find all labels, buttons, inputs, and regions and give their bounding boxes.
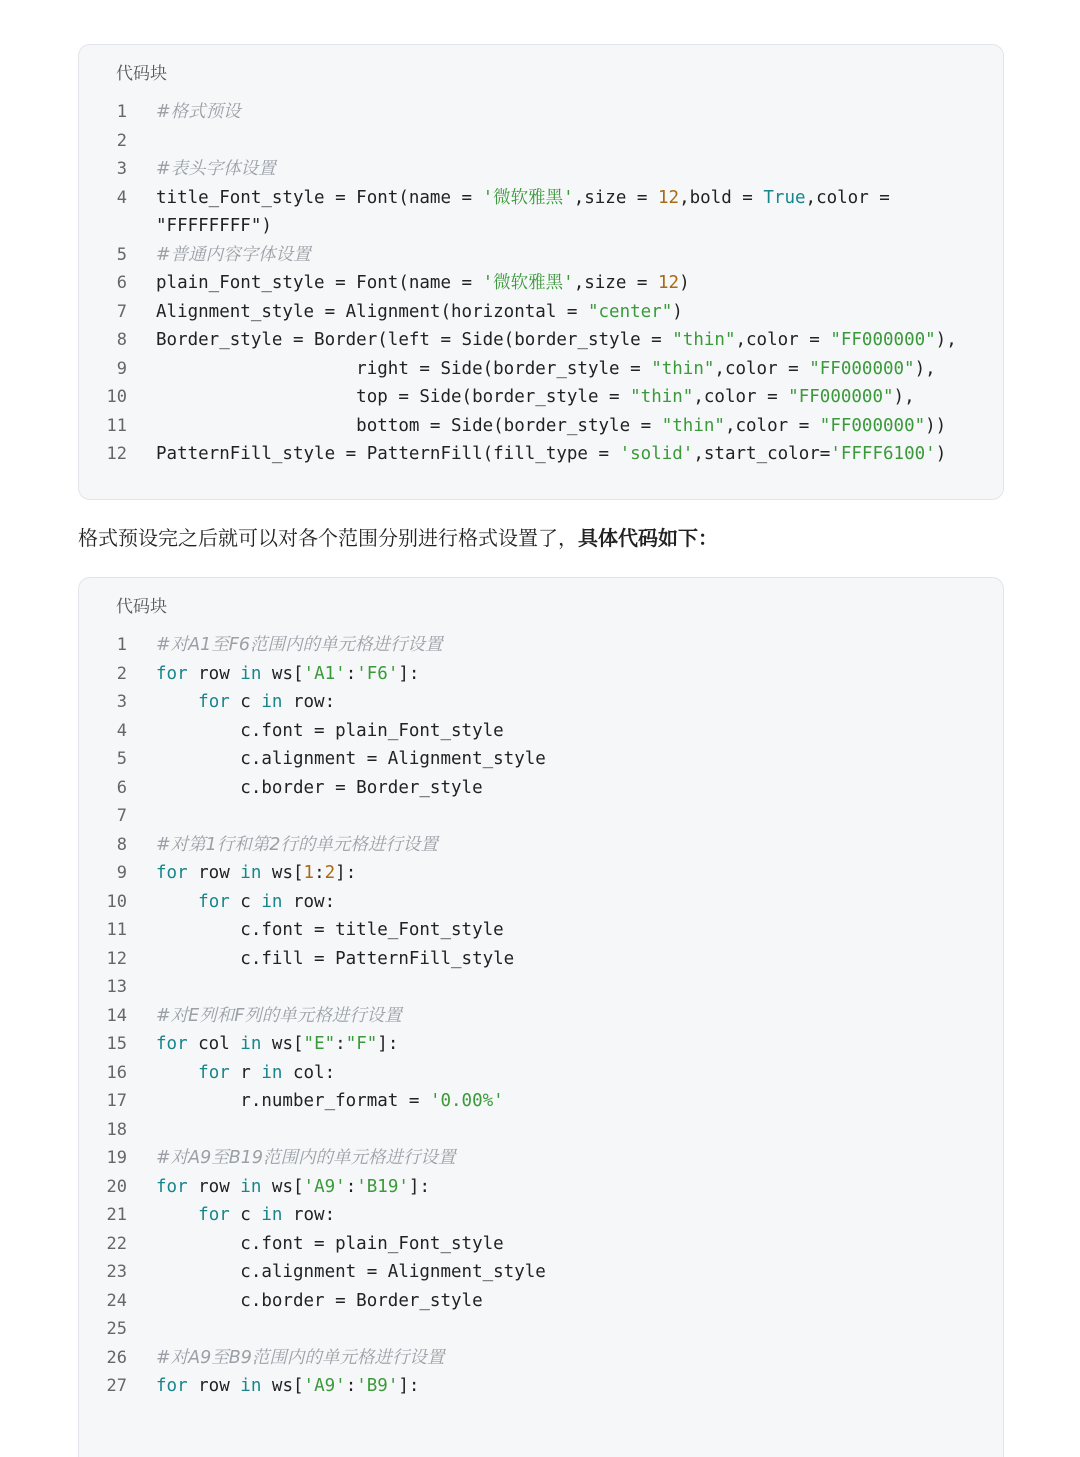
code-line — [79, 973, 1003, 1002]
line-number: 11 — [106, 920, 127, 940]
code-token: c.fill = PatternFill_style — [156, 948, 515, 969]
code-token: plain_Font_style = Font(name = — [156, 273, 483, 293]
code-token: "F" — [345, 1034, 378, 1054]
code-line — [79, 298, 1003, 327]
line-number: 6 — [116, 273, 127, 293]
code-token: bottom = Side(border_style = — [156, 415, 662, 436]
code-token: in — [240, 1034, 262, 1054]
code-text — [156, 1287, 483, 1316]
line-number: 6 — [116, 777, 127, 798]
line-number: 17 — [106, 1091, 127, 1111]
line-number: 21 — [106, 1205, 127, 1225]
code-lines — [79, 631, 1003, 1401]
code-token: for — [156, 1376, 188, 1396]
code-line — [79, 774, 1003, 803]
code-token: in — [240, 663, 262, 684]
code-token: 'A9' — [303, 1376, 346, 1396]
code-token: '0.00%' — [429, 1091, 504, 1111]
code-token: for — [156, 663, 188, 684]
code-token: ), — [893, 387, 915, 407]
code-token: ws[ — [261, 663, 304, 684]
code-token: ws[ — [261, 1376, 304, 1396]
code-token: : — [335, 1034, 346, 1054]
code-block-label: 代码块 — [116, 64, 167, 84]
code-line — [79, 1315, 1003, 1344]
code-token: for — [156, 1176, 188, 1197]
code-text — [156, 155, 276, 184]
code-token: "FF000000" — [830, 330, 936, 350]
code-token: ,color = — [724, 415, 820, 436]
code-token: c.font = plain_Font_style — [156, 720, 504, 741]
paragraph-text: 格式预设完之后就可以对各个范围分别进行格式设置了， — [78, 526, 578, 550]
line-number: 24 — [106, 1290, 127, 1311]
code-token: PatternFill_style = PatternFill(fill_type = — [156, 444, 620, 464]
intro-paragraph — [78, 522, 718, 551]
code-line — [79, 802, 1003, 831]
code-line — [79, 831, 1003, 860]
line-number: 15 — [106, 1034, 127, 1054]
code-token: for — [198, 1062, 230, 1083]
code-line — [79, 1201, 1003, 1230]
code-token: : — [345, 663, 357, 684]
code-token: Border_style = Border(left = Side(border_style = — [156, 330, 673, 350]
code-token: ]: — [377, 1034, 399, 1054]
code-line — [79, 1087, 1003, 1116]
code-token: c.border = Border_style — [156, 777, 483, 798]
code-token: in — [261, 891, 283, 912]
code-token: "center" — [587, 301, 673, 322]
code-line — [79, 1144, 1003, 1173]
code-token: #对第1行和第2行的单元格进行设置 — [156, 834, 438, 855]
code-line — [79, 1287, 1003, 1316]
code-line — [79, 1030, 1003, 1059]
code-token: in — [240, 1376, 262, 1396]
code-token: right = Side(border_style = — [156, 358, 652, 379]
code-text — [156, 1173, 430, 1202]
code-text — [156, 440, 946, 469]
code-block-label: 代码块 — [116, 597, 167, 617]
code-token: "thin" — [661, 415, 725, 436]
code-token: c.font = plain_Font_style — [156, 1233, 504, 1254]
line-number: 8 — [116, 330, 127, 350]
code-text — [156, 1144, 456, 1173]
code-token — [156, 892, 198, 912]
code-lines — [79, 98, 1003, 469]
code-line — [79, 688, 1003, 717]
code-token — [156, 692, 198, 712]
code-text — [156, 98, 241, 127]
code-token: '微软雅黑' — [482, 187, 574, 208]
code-text — [156, 717, 504, 746]
code-token: #格式预设 — [156, 102, 241, 122]
code-line — [79, 1002, 1003, 1031]
line-number: 22 — [106, 1233, 127, 1254]
code-token: 'solid' — [619, 444, 694, 464]
code-line — [79, 269, 1003, 298]
code-text — [156, 184, 890, 241]
code-token: for — [198, 692, 230, 712]
code-text — [156, 1372, 419, 1401]
code-line — [79, 440, 1003, 469]
code-token: title_Font_style = Font(name = — [156, 187, 483, 208]
line-number: 7 — [116, 806, 127, 826]
code-token: c — [229, 1205, 262, 1225]
code-line — [79, 1344, 1003, 1373]
code-token: ]: — [408, 1176, 430, 1197]
code-token: "thin" — [630, 387, 694, 407]
code-token: c.alignment = Alignment_style — [156, 749, 546, 769]
code-token: ) — [679, 273, 690, 293]
line-number: 12 — [106, 948, 127, 969]
code-token — [156, 1205, 198, 1225]
code-text — [156, 1030, 398, 1059]
code-token: in — [261, 1205, 283, 1225]
code-token: ,color = — [714, 358, 810, 379]
code-token: c.border = Border_style — [156, 1290, 483, 1311]
code-token: ,color = — [693, 387, 789, 407]
code-token: #普通内容字体设置 — [156, 244, 311, 265]
code-token: ]: — [398, 1376, 420, 1396]
code-line — [79, 98, 1003, 127]
code-token: row — [187, 863, 241, 883]
code-token: ws[ — [261, 863, 304, 883]
code-token: r — [229, 1062, 262, 1083]
line-number: 4 — [116, 720, 127, 741]
line-number: 1 — [116, 102, 127, 122]
code-line — [79, 412, 1003, 441]
code-text — [156, 688, 335, 717]
code-line — [79, 127, 1003, 156]
line-number: 8 — [116, 834, 127, 855]
code-line — [79, 745, 1003, 774]
code-token: : — [345, 1376, 357, 1396]
code-token: 'B9' — [356, 1376, 399, 1396]
code-token: "thin" — [651, 358, 715, 379]
code-token: ,size = — [573, 187, 658, 208]
code-token: row: — [282, 692, 336, 712]
code-token: r.number_format = — [156, 1091, 430, 1111]
code-token: row — [187, 1176, 241, 1197]
code-token: for — [156, 863, 188, 883]
code-token: row: — [282, 1205, 336, 1225]
line-number: 5 — [116, 749, 127, 769]
code-token: ) — [672, 301, 683, 322]
code-text — [156, 412, 946, 441]
code-line — [79, 184, 1003, 241]
code-text — [156, 774, 483, 803]
line-number: 20 — [106, 1176, 127, 1197]
code-token: 'FFFF6100' — [830, 444, 936, 464]
code-line — [79, 660, 1003, 689]
paragraph-bold-text: 具体代码如下： — [578, 526, 718, 550]
code-token: : — [345, 1176, 357, 1197]
line-number: 14 — [106, 1005, 127, 1026]
code-token: ) — [935, 444, 947, 464]
code-line — [79, 1059, 1003, 1088]
code-text — [156, 269, 690, 298]
code-text — [156, 945, 514, 974]
line-number: 9 — [116, 358, 127, 379]
code-token: for — [156, 1034, 188, 1054]
code-text — [156, 1230, 504, 1259]
code-line — [79, 859, 1003, 888]
code-token: "FF000000" — [788, 387, 894, 407]
code-token: 'B19' — [356, 1176, 409, 1197]
line-number: 25 — [106, 1319, 127, 1339]
code-text — [156, 888, 335, 917]
code-text — [156, 859, 356, 888]
code-token: ]: — [398, 663, 420, 684]
code-token: #表头字体设置 — [156, 159, 276, 179]
code-token: "E" — [303, 1034, 336, 1054]
line-number: 16 — [106, 1062, 127, 1083]
code-text — [156, 916, 504, 945]
code-text — [156, 326, 957, 355]
line-number: 10 — [106, 387, 127, 407]
code-token: : — [314, 863, 325, 883]
code-block-range-formatting — [78, 577, 1004, 1457]
code-token: for — [198, 1205, 230, 1225]
code-token: "thin" — [672, 330, 736, 350]
code-text — [156, 383, 915, 412]
code-line — [79, 1116, 1003, 1145]
code-token: c — [229, 692, 262, 712]
code-token: top = Side(border_style = — [156, 387, 631, 407]
code-text — [156, 1258, 546, 1287]
code-token: c.font = title_Font_style — [156, 920, 504, 940]
code-token: c.alignment = Alignment_style — [156, 1262, 546, 1282]
code-token: in — [261, 1062, 283, 1083]
code-token: c — [229, 891, 262, 912]
code-text — [156, 1059, 335, 1088]
code-line — [79, 631, 1003, 660]
code-token: for — [198, 891, 230, 912]
line-number: 26 — [106, 1347, 127, 1368]
line-number: 10 — [106, 891, 127, 912]
code-token: ws[ — [261, 1034, 304, 1054]
code-token: ,bold = — [679, 187, 764, 208]
code-token: ), — [935, 330, 957, 350]
code-line — [79, 1258, 1003, 1287]
code-token: )) — [925, 415, 947, 436]
code-text — [156, 831, 438, 860]
line-number: 2 — [116, 663, 127, 684]
code-line — [79, 355, 1003, 384]
code-line — [79, 945, 1003, 974]
line-number: 5 — [116, 244, 127, 265]
code-line — [79, 241, 1003, 270]
line-number: 13 — [106, 977, 127, 997]
code-token: ,size = — [573, 273, 658, 293]
line-number: 4 — [116, 187, 127, 208]
line-number: 23 — [106, 1262, 127, 1282]
code-token: "FF000000" — [809, 358, 915, 379]
code-token: ,color = "FFFFFFFF") — [156, 187, 890, 236]
code-token: in — [240, 1176, 262, 1197]
code-line — [79, 717, 1003, 746]
line-number: 3 — [116, 692, 127, 712]
line-number: 27 — [106, 1376, 127, 1396]
code-token: 'A9' — [303, 1176, 346, 1197]
code-token: row — [187, 1376, 241, 1396]
code-token: 12 — [658, 273, 680, 293]
code-line — [79, 383, 1003, 412]
code-text — [156, 241, 311, 270]
code-token: Alignment_style = Alignment(horizontal = — [156, 301, 588, 322]
code-line — [79, 155, 1003, 184]
code-text — [156, 355, 936, 384]
code-text — [156, 1002, 402, 1031]
code-token: col: — [282, 1062, 336, 1083]
line-number: 19 — [106, 1148, 127, 1168]
code-text — [156, 1344, 444, 1373]
code-block-format-presets — [78, 44, 1004, 500]
code-text — [156, 631, 442, 660]
code-token: ]: — [335, 863, 357, 883]
code-token: ws[ — [261, 1176, 304, 1197]
code-token: '微软雅黑' — [482, 273, 574, 293]
code-text — [156, 660, 419, 689]
code-token: #对A9至B9范围内的单元格进行设置 — [156, 1347, 445, 1368]
code-token: "FF000000" — [819, 415, 926, 436]
code-token: 1 — [303, 863, 315, 883]
code-line — [79, 1230, 1003, 1259]
code-line — [79, 1173, 1003, 1202]
code-token: ), — [914, 358, 936, 379]
line-number: 2 — [116, 130, 127, 151]
code-token: #对A1至F6范围内的单元格进行设置 — [156, 635, 443, 655]
code-token — [156, 1063, 198, 1083]
code-text — [156, 745, 546, 774]
code-token: ,start_color= — [693, 444, 831, 464]
code-token: in — [240, 863, 262, 883]
line-number: 9 — [116, 863, 127, 883]
code-text — [156, 298, 683, 327]
code-line — [79, 916, 1003, 945]
line-number: 7 — [116, 301, 127, 322]
code-token: row: — [282, 891, 336, 912]
line-number: 11 — [106, 415, 127, 436]
code-token: row — [187, 663, 241, 684]
code-token: True — [763, 187, 806, 208]
code-token: 'A1' — [303, 663, 346, 684]
code-line — [79, 888, 1003, 917]
line-number: 1 — [116, 635, 127, 655]
code-line — [79, 1372, 1003, 1401]
code-token: 12 — [658, 187, 680, 208]
code-line — [79, 326, 1003, 355]
code-text — [156, 1201, 335, 1230]
code-token: ,color = — [735, 330, 831, 350]
code-token: #对A9至B19范围内的单元格进行设置 — [156, 1148, 456, 1168]
code-token: #对E列和F列的单元格进行设置 — [156, 1005, 402, 1026]
code-token: 2 — [324, 863, 336, 883]
line-number: 18 — [106, 1119, 127, 1140]
code-token: 'F6' — [356, 663, 399, 684]
code-text — [156, 1087, 504, 1116]
code-token: in — [261, 692, 283, 712]
code-token: col — [187, 1034, 241, 1054]
line-number: 3 — [116, 159, 127, 179]
line-number: 12 — [106, 444, 127, 464]
